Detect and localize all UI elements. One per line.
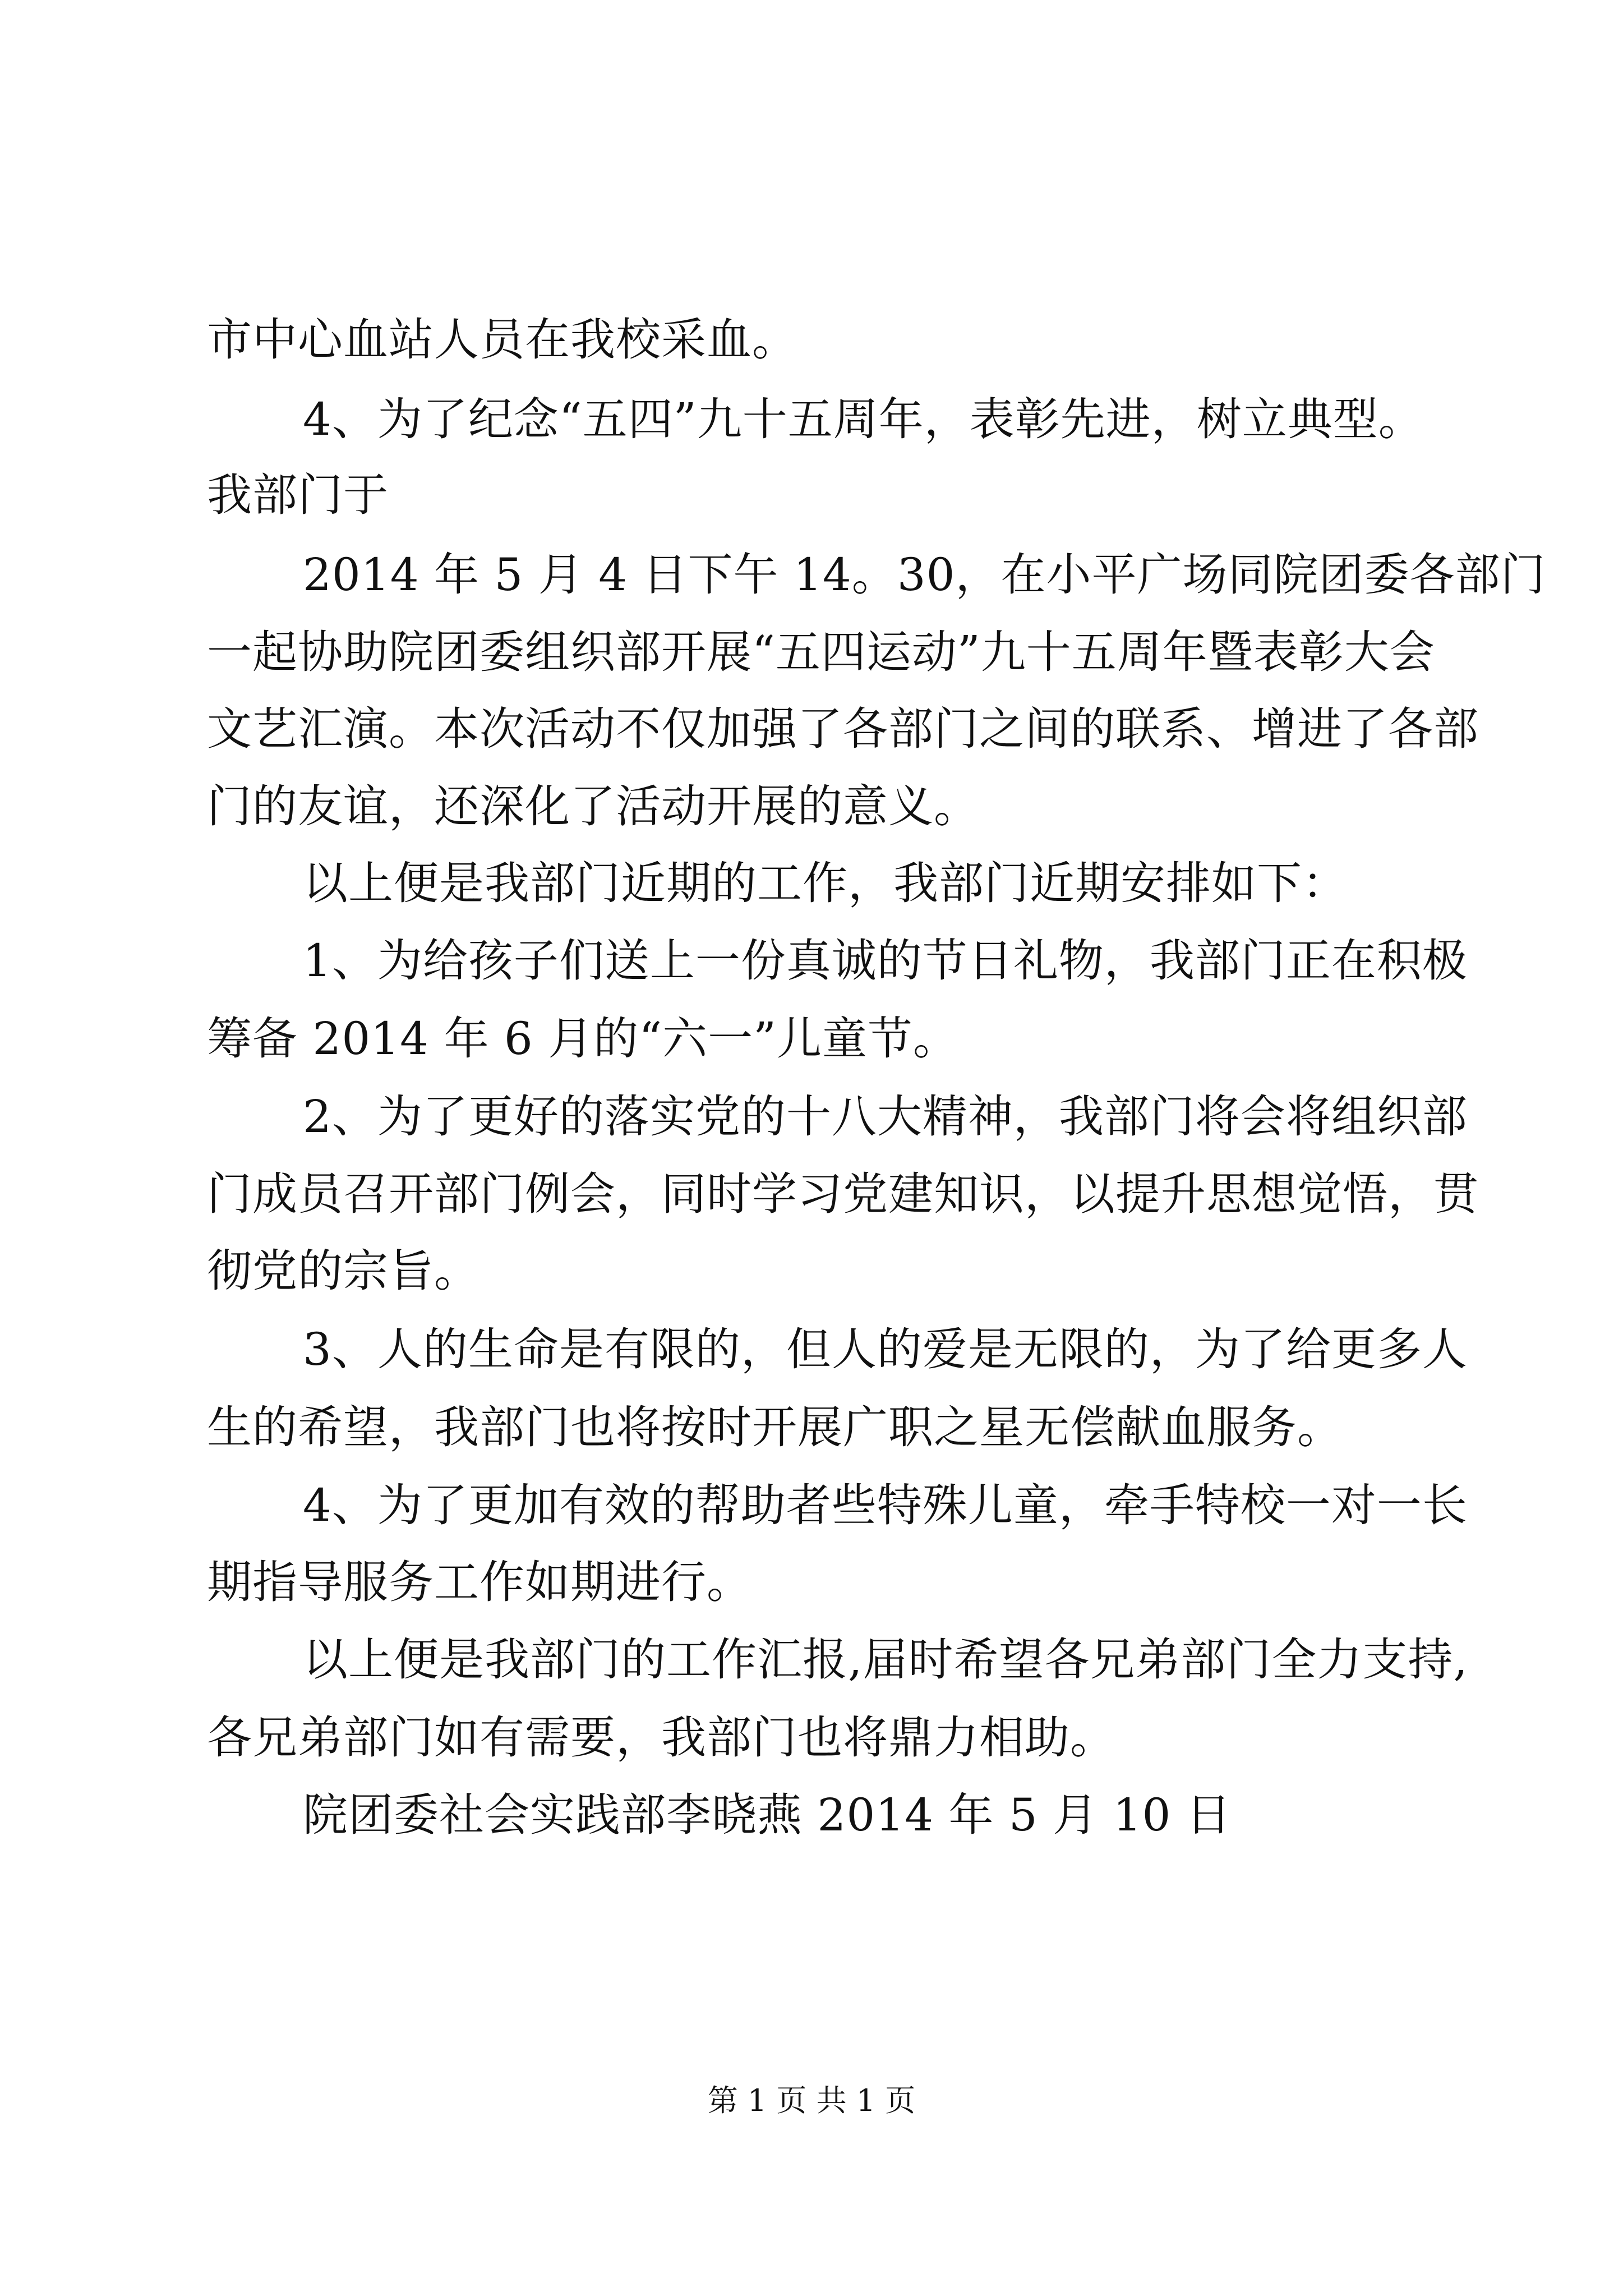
text-line-16: 4、为了更加有效的帮助者些特殊儿童，牵手特校一对一长 <box>303 1479 1468 1531</box>
text-line-11: 2、为了更好的落实党的十八大精神，我部门将会将组织部 <box>303 1091 1468 1143</box>
text-line-1: 市中心血站人员在我校采血。 <box>207 314 797 366</box>
text-line-12: 门成员召开部门例会，同时学习党建知识，以提升思想觉悟，贯 <box>207 1168 1479 1220</box>
text-line-7: 门的友谊，还深化了活动开展的意义。 <box>207 780 979 832</box>
text-line-9: 1、为给孩子们送上一份真诚的节日礼物，我部门正在积极 <box>303 935 1468 987</box>
text-line-3: 我部门于 <box>207 469 389 521</box>
page-footer: 第 1 页 共 1 页 <box>707 2083 916 2118</box>
text-line-4: 2014 年 5 月 4 日下午 14。30，在小平广场同院团委各部门 <box>303 549 1546 601</box>
text-line-15: 生的希望，我部门也将按时开展广职之星无偿献血服务。 <box>207 1401 1343 1453</box>
text-line-18: 以上便是我部门的工作汇报,届时希望各兄弟部门全力支持, <box>303 1634 1468 1686</box>
text-line-13: 彻党的宗旨。 <box>207 1245 479 1297</box>
text-line-19: 各兄弟部门如有需要，我部门也将鼎力相助。 <box>207 1711 1115 1764</box>
text-line-17: 期指导服务工作如期进行。 <box>207 1556 752 1608</box>
text-line-8: 以上便是我部门近期的工作，我部门近期安排如下： <box>303 857 1348 909</box>
text-line-6: 文艺汇演。本次活动不仅加强了各部门之间的联系、增进了各部 <box>207 703 1479 755</box>
text-line-14: 3、人的生命是有限的，但人的爱是无限的，为了给更多人 <box>303 1323 1468 1375</box>
signature-line: 院团委社会实践部李晓燕 2014 年 5 月 10 日 <box>303 1789 1232 1841</box>
text-line-2: 4、为了纪念“五四”九十五周年，表彰先进，树立典型。 <box>303 393 1424 445</box>
text-line-5: 一起协助院团委组织部开展“五四运动”九十五周年暨表彰大会 <box>207 626 1435 678</box>
text-line-10: 筹备 2014 年 6 月的“六一”儿童节。 <box>207 1013 959 1065</box>
